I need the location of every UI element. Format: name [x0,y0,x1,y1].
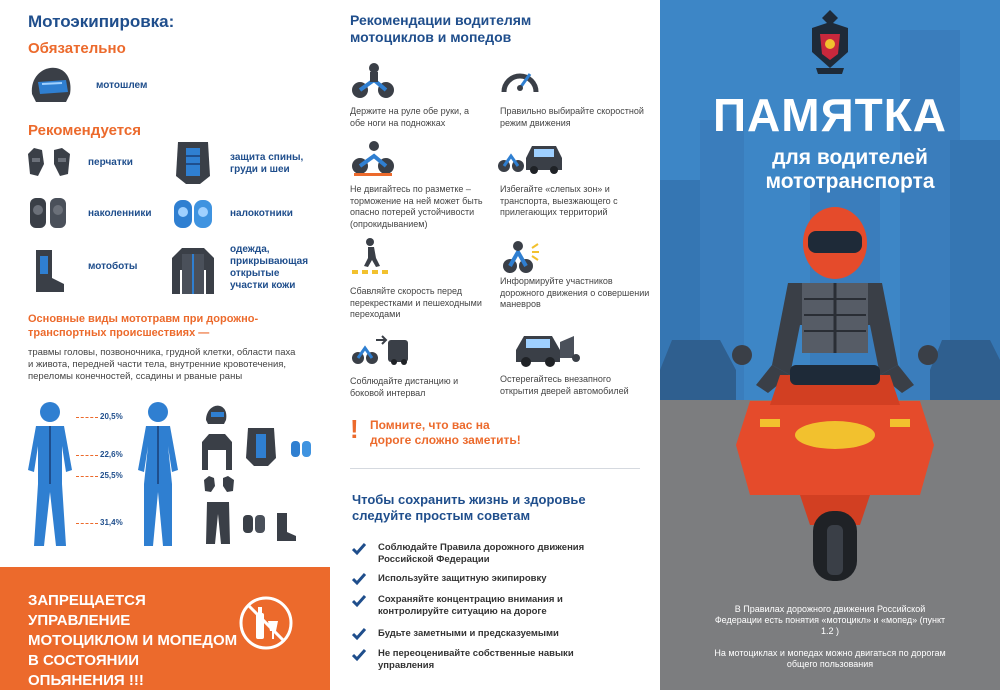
check-icon [352,572,366,586]
pct-line [76,417,98,418]
cover-panel [660,0,1000,690]
cover-note-1: В Правилах дорожного движения Российской Федерации есть понятия «мотоцикл» и «мопед» (пункт 1.2 ) [714,604,946,636]
crosswalk-icon [350,236,390,276]
rider-hands-icon [350,62,396,100]
warning-text: Помните, что вас на дороге сложно заметить! [370,418,521,447]
helmet-small-icon [204,404,228,426]
jacket-small-icon [200,432,234,472]
male-figure-icon [22,400,78,550]
distance-icon [350,332,410,368]
back-protector-label: защита спины, груди и шеи [230,152,304,175]
check-icon [352,594,366,608]
rec-text-2: Правильно выбирайте скоростной режим движения [500,106,644,128]
rec-text-5: Сбавляйте скорость перед перекрестками и пешеходными переходами [350,286,482,319]
helmet-label: мотошлем [96,80,148,91]
recommended-title: Рекомендуется [28,122,141,139]
back-protector-small-icon [244,424,278,468]
police-emblem-icon [808,6,852,78]
jacket-icon [168,244,218,298]
tip-3: Сохраняйте концентрацию внимания и контролируйте ситуацию на дороге [378,594,563,617]
back-protector-icon [170,136,216,188]
cover-note-2: На мотоциклах и мопедах можно двигаться по дорогам общего пользования [714,648,946,669]
rec-text-7: Соблюдайте дистанцию и боковой интервал [350,376,459,398]
section-divider [350,468,640,469]
injuries-text: травмы головы, позвоночника, грудной клетки, области паха и живота, передней части тела, внутренние кровотечения, переломы конечностей, ссадины и рваные раны [28,347,296,382]
elbow-pads-label: налокотники [230,208,293,219]
check-icon [352,627,366,641]
injury-pct-2: 22,6% [100,450,123,459]
check-icon [352,542,366,556]
injury-pct-4: 31,4% [100,518,123,527]
cover-title: ПАМЯТКА [712,89,948,141]
gloves-small-icon [202,474,236,494]
blind-spot-icon [496,140,566,176]
recommendations-title: Рекомендации водителям мотоциклов и мопедов [350,12,532,45]
car-door-icon [512,328,582,368]
rec-text-6: Информируйте участников дорожного движения о совершении маневров [500,276,650,309]
elbow-pads-icon [170,194,216,234]
rec-text-3: Не двигайтесь по разметке – торможение на ней может быть опасно потерей устойчивости (опрокидыванием) [350,184,483,229]
boots-label: мотоботы [88,261,138,272]
elbow-pads-small-icon [290,438,312,460]
boots-icon [30,248,66,294]
no-alcohol-icon [236,593,296,653]
equipment-title: Мотоэкипировка: [28,12,175,31]
ban-text: ЗАПРЕЩАЕТСЯ УПРАВЛЕНИЕ МОТОЦИКЛОМ И МОПЕДОМ В СОСТОЯНИИ ОПЬЯНЕНИЯ !!! [28,592,238,689]
knee-pads-label: наколенники [88,208,152,219]
pct-line [76,455,98,456]
pct-line [76,523,98,524]
helmet-icon [26,64,74,108]
recommendations-panel [330,0,660,690]
pants-small-icon [204,500,232,546]
tip-1: Соблюдайте Правила дорожного движения Российской Федерации [378,542,585,565]
injury-pct-1: 20,5% [100,412,123,421]
required-title: Обязательно [28,40,126,57]
cover-subtitle: для водителей мототранспорта [765,146,935,193]
gloves-label: перчатки [88,157,133,168]
tip-4: Будьте заметными и предсказуемыми [378,628,559,639]
tip-2: Используйте защитную экипировку [378,573,547,584]
rec-text-8: Остерегайтесь внезапного открытия дверей автомобилей [500,374,629,396]
tip-5: Не переоценивайте собственные навыки управления [378,648,574,671]
gloves-icon [24,144,74,180]
rec-text-4: Избегайте «слепых зон» и транспорта, выезжающего с прилегающих территорий [500,184,618,217]
check-icon [352,648,366,662]
injury-pct-3: 25,5% [100,471,123,480]
knee-pads-icon [26,194,72,232]
speedometer-icon [500,62,540,98]
female-figure-icon [130,400,186,550]
road-marking-icon [350,140,396,176]
injuries-title: Основные виды мототравм при дорожно-транспортных происшествиях — [28,313,259,339]
knee-pads-small-icon [242,514,266,534]
clothing-label: одежда, прикрывающая открытые участки кожи [230,244,309,291]
warning-exclamation-icon: ! [350,414,359,444]
tips-title: Чтобы сохранить жизнь и здоровье следуйте простым советам [352,492,586,523]
boots-small-icon [274,512,298,542]
equipment-panel [0,0,330,690]
motorcyclist-illustration [720,205,950,585]
rec-text-1: Держите на руле обе руки, а обе ноги на подножках [350,106,470,128]
pct-line [76,476,98,477]
turn-signal-icon [500,236,540,276]
drunk-driving-ban-banner [0,567,330,690]
